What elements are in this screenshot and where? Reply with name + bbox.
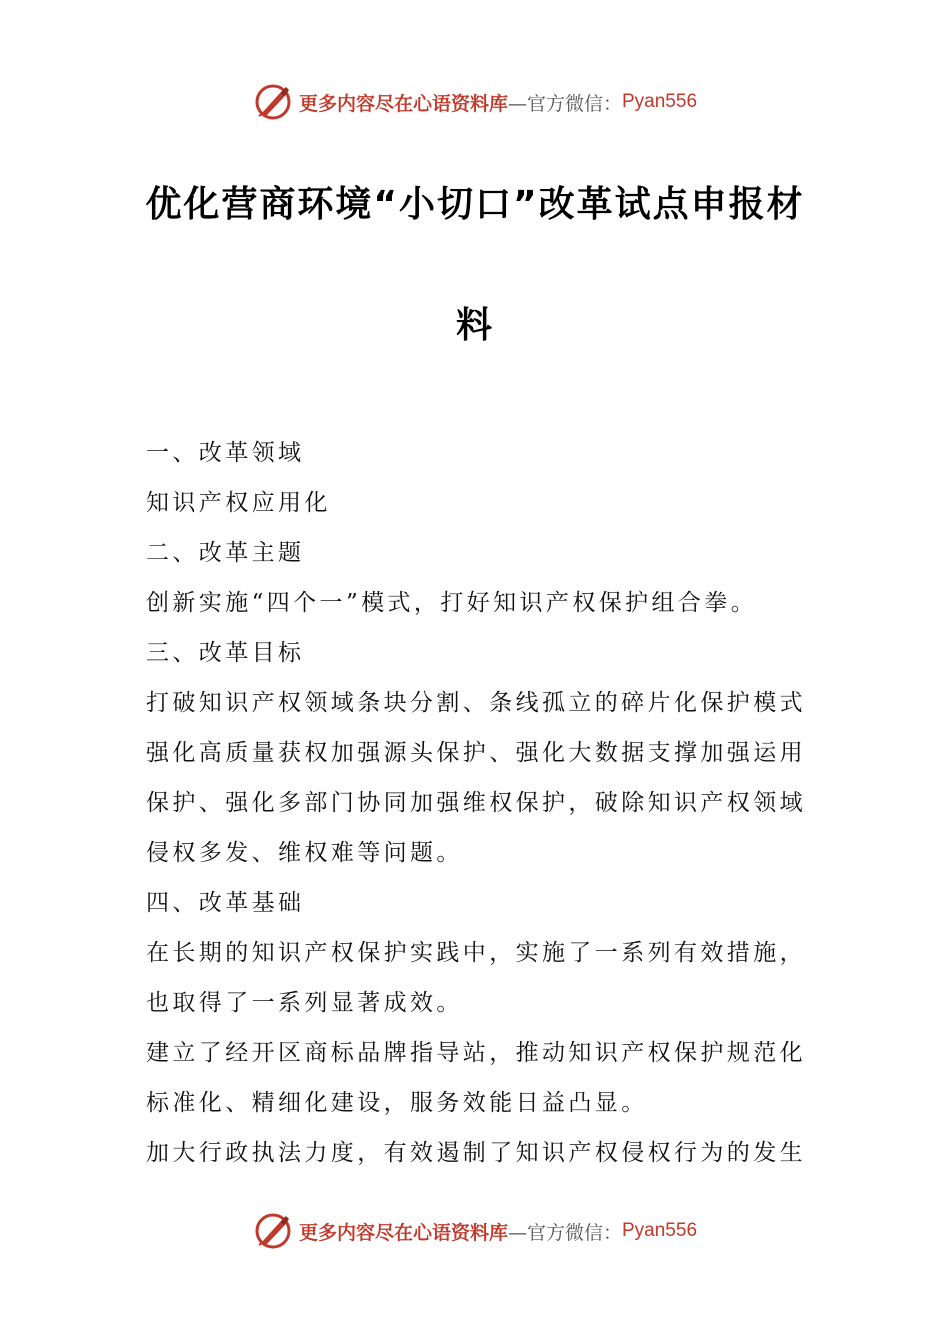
body-line: 四、改革基础 xyxy=(146,890,305,916)
body-line: 也取得了一系列显著成效。 xyxy=(146,990,463,1016)
document-title-line-1: 优化营商环境“小切口”改革试点申报材 xyxy=(145,184,805,225)
body-line: 在长期的知识产权保护实践中，实施了一系列有效措施， xyxy=(146,940,806,966)
watermark-text: 更多内容尽在心语资料库 xyxy=(298,1221,508,1244)
body-line: 保护、强化多部门协同加强维权保护，破除知识产权领域 xyxy=(146,790,806,816)
pen-logo-icon xyxy=(253,82,293,122)
body-line: 三、改革目标 xyxy=(146,640,305,666)
body-line: 创新实施“四个一”模式，打好知识产权保护组合拳。 xyxy=(146,590,758,616)
pen-logo-icon xyxy=(253,1211,293,1251)
document-title-line-2: 料 xyxy=(455,305,494,346)
document-body xyxy=(146,428,816,1178)
body-line: 侵权多发、维权难等问题。 xyxy=(146,840,463,866)
watermark-header xyxy=(0,80,950,124)
body-line: 标准化、精细化建设，服务效能日益凸显。 xyxy=(146,1090,648,1116)
watermark-label: —官方微信： xyxy=(507,1221,622,1244)
wechat-id: Pyan556 xyxy=(622,91,698,112)
wechat-id: Pyan556 xyxy=(622,1220,698,1241)
body-line: 强化高质量获权加强源头保护、强化大数据支撑加强运用 xyxy=(146,740,806,766)
body-line: 知识产权应用化 xyxy=(146,490,331,516)
body-line: 二、改革主题 xyxy=(146,540,305,566)
body-line: 打破知识产权领域条块分割、条线孤立的碎片化保护模式 xyxy=(146,690,806,716)
body-line: 建立了经开区商标品牌指导站，推动知识产权保护规范化 xyxy=(146,1040,806,1066)
body-line: 加大行政执法力度，有效遏制了知识产权侵权行为的发生 xyxy=(146,1140,806,1166)
watermark-footer xyxy=(0,1209,950,1253)
watermark-label: —官方微信： xyxy=(507,92,622,115)
watermark-text: 更多内容尽在心语资料库 xyxy=(298,92,508,115)
body-line: 一、改革领域 xyxy=(146,440,305,466)
